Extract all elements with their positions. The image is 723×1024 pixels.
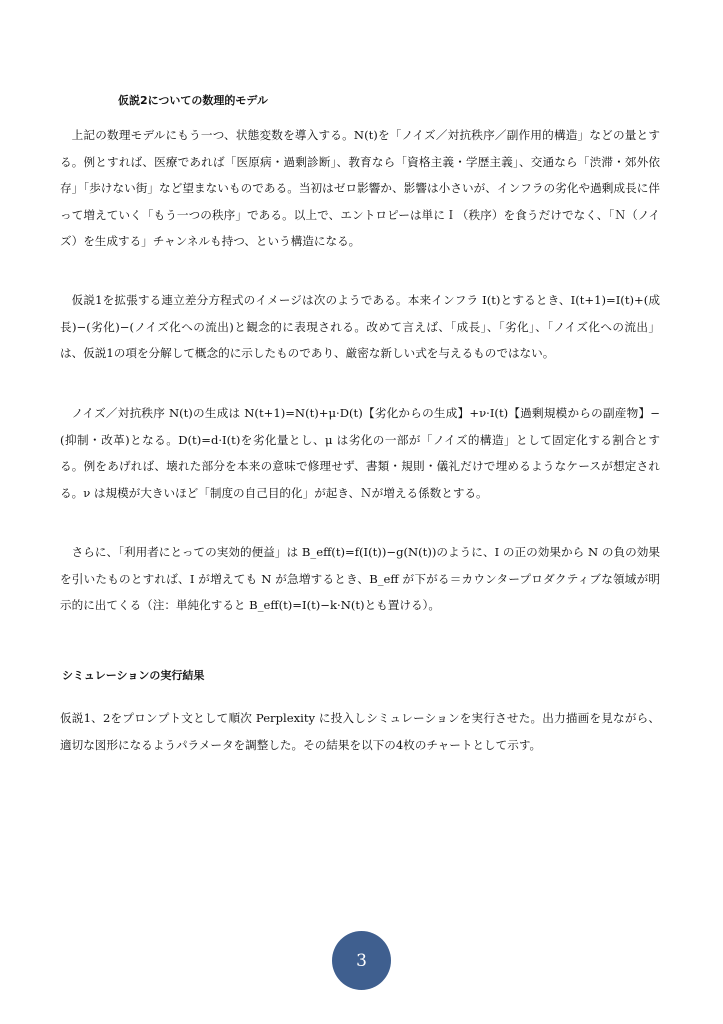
paragraph-difference-equation: 仮説1を拡張する連立差分方程式のイメージは次のようである。本来インフラ I(t)とするとき、I(t+1)=I(t)+(成長)−(劣化)−(ノイズ化への流出)と観念的に表現される。改めて言えば、「成長」、「劣化」、「ノイズ化への流出」は、仮説1の項を分解して概念的に示したものであり、厳密な新しい式を与えるものではない。	[60, 293, 660, 361]
page-number: 3	[356, 950, 367, 971]
section-heading-model: 仮説2についての数理的モデル	[118, 94, 268, 107]
section-heading-simulation: シミュレーションの実行結果	[62, 669, 205, 682]
page-number-badge	[332, 931, 391, 990]
paragraph-noise-generation: ノイズ／対抗秩序 N(t)の生成は N(t+1)=N(t)+μ·D(t)【劣化からの生成】+ν·I(t)【過剰規模からの副産物】−(抑制・改革)となる。D(t)=d·I(t)を劣化量とし、μ は劣化の一部が「ノイズ的構造」として固定化する割合とする。例をあげれば、壊れた部分を本来の意味で修理せず、書類・規則・儀礼だけで埋めるようなケースが想定される。ν は規模が大きいほど「制度の自己目的化」が起き、Ｎが増える係数とする。	[60, 406, 660, 500]
paragraph-effective-benefit: さらに、「利用者にとっての実効的便益」は B_eff(t)=f(I(t))−g(N(t))のように、I の正の効果から N の負の効果を引いたものとすれば、I が増えても N が急増するとき、B_eff が下がる＝カウンタープロダクティブな領域が明示的に出てくる（注：単純化すると B_eff(t)=I(t)−k·N(t)とも置ける）。	[60, 545, 660, 613]
paragraph-noise-variable: 上記の数理モデルにもう一つ、状態変数を導入する。N(t)を「ノイズ／対抗秩序／副作用的構造」などの量とする。例とすれば、医療であれば「医原病・過剰診断」、教育なら「資格主義・学歴主義」、交通なら「渋滞・郊外依存」「歩けない街」など望まないものである。当初はゼロ影響か、影響は小さいが、インフラの劣化や過剰成長に伴って増えていく「もう一つの秩序」である。以上で、エントロピーは単にＩ（秩序）を食うだけでなく、「Ｎ（ノイズ）を生成する」チャンネルも持つ、という構造になる。	[60, 128, 660, 249]
paragraph-simulation-results: 仮説1、2をプロンプト文として順次 Perplexity に投入しシミュレーションを実行させた。出力描画を見ながら、適切な図形になるようパラメータを調整した。その結果を以下の4枚のチャートとして示す。	[60, 711, 660, 752]
